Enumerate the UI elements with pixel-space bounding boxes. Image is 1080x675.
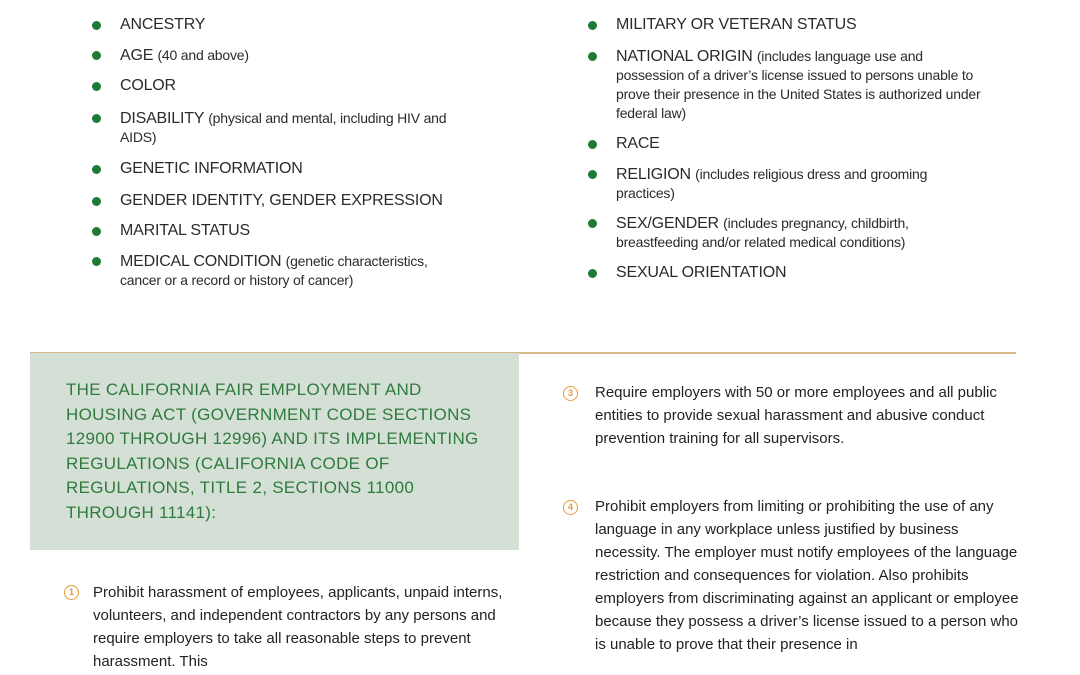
- list-item: GENETIC INFORMATION: [92, 160, 472, 178]
- bullet-icon: [92, 21, 101, 30]
- bullet-icon: [92, 197, 101, 206]
- list-item: MARITAL STATUS: [92, 222, 472, 240]
- bullet-icon: [588, 219, 597, 228]
- bullet-icon: [588, 52, 597, 61]
- list-item: AGE (40 and above): [92, 46, 472, 65]
- bullet-icon: [92, 227, 101, 236]
- list-item: GENDER IDENTITY, GENDER EXPRESSION: [92, 192, 472, 210]
- bullet-icon: [92, 82, 101, 91]
- list-item: COLOR: [92, 77, 472, 95]
- list-item: SEXUAL ORIENTATION: [588, 264, 988, 282]
- number-4-icon: 4: [563, 500, 578, 515]
- number-1-icon: 1: [64, 585, 79, 600]
- bullet-icon: [92, 165, 101, 174]
- list-item: SEX/GENDER (includes pregnancy, childbirth, breastfeeding and/or related medical conditions): [588, 214, 988, 252]
- callout-heading: THE CALIFORNIA FAIR EMPLOYMENT AND HOUSING ACT (GOVERNMENT CODE SECTIONS 12900 THROUGH 12996) AND ITS IMPLEMENTING REGULATIONS (CALIFORNIA CODE OF REGULATIONS, TITLE 2, SECTIONS 11000 THROUGH 11141):: [66, 380, 479, 522]
- list-item: NATIONAL ORIGIN (includes language use and possession of a driver’s license issued to persons unable to prove their presence in the United States is authorized under federal law): [588, 47, 988, 123]
- list-item: MEDICAL CONDITION (genetic characteristics, cancer or a record or history of cancer): [92, 252, 472, 290]
- left-category-list: [92, 16, 472, 302]
- list-item: MILITARY OR VETERAN STATUS: [588, 16, 988, 34]
- number-3-icon: 3: [563, 386, 578, 401]
- numbered-item-4: 4 Prohibit employers from limiting or prohibiting the use of any language in any workplace unless justified by business necessity. The employer must notify employees of the language restriction and consequences for violation. Also prohibits employers from discriminating against an applicant or employee because they possess a driver’s license issued to a person who is unable to prove that their presence in: [563, 495, 1023, 675]
- bullet-icon: [92, 114, 101, 123]
- list-item: DISABILITY (physical and mental, including HIV and AIDS): [92, 109, 472, 147]
- bullet-icon: [588, 269, 597, 278]
- list-item: ANCESTRY: [92, 16, 472, 34]
- list-item: RELIGION (includes religious dress and grooming practices): [588, 165, 988, 203]
- bullet-icon: [588, 140, 597, 149]
- numbered-item-1: 1 Prohibit harassment of employees, applicants, unpaid interns, volunteers, and independent contractors by any persons and require employers to take all reasonable steps to prevent harassment. This: [64, 581, 524, 675]
- list-item: RACE: [588, 135, 988, 153]
- bullet-icon: [92, 51, 101, 60]
- right-category-list: [588, 16, 988, 294]
- bullet-icon: [92, 257, 101, 266]
- bullet-icon: [588, 21, 597, 30]
- bullet-icon: [588, 170, 597, 179]
